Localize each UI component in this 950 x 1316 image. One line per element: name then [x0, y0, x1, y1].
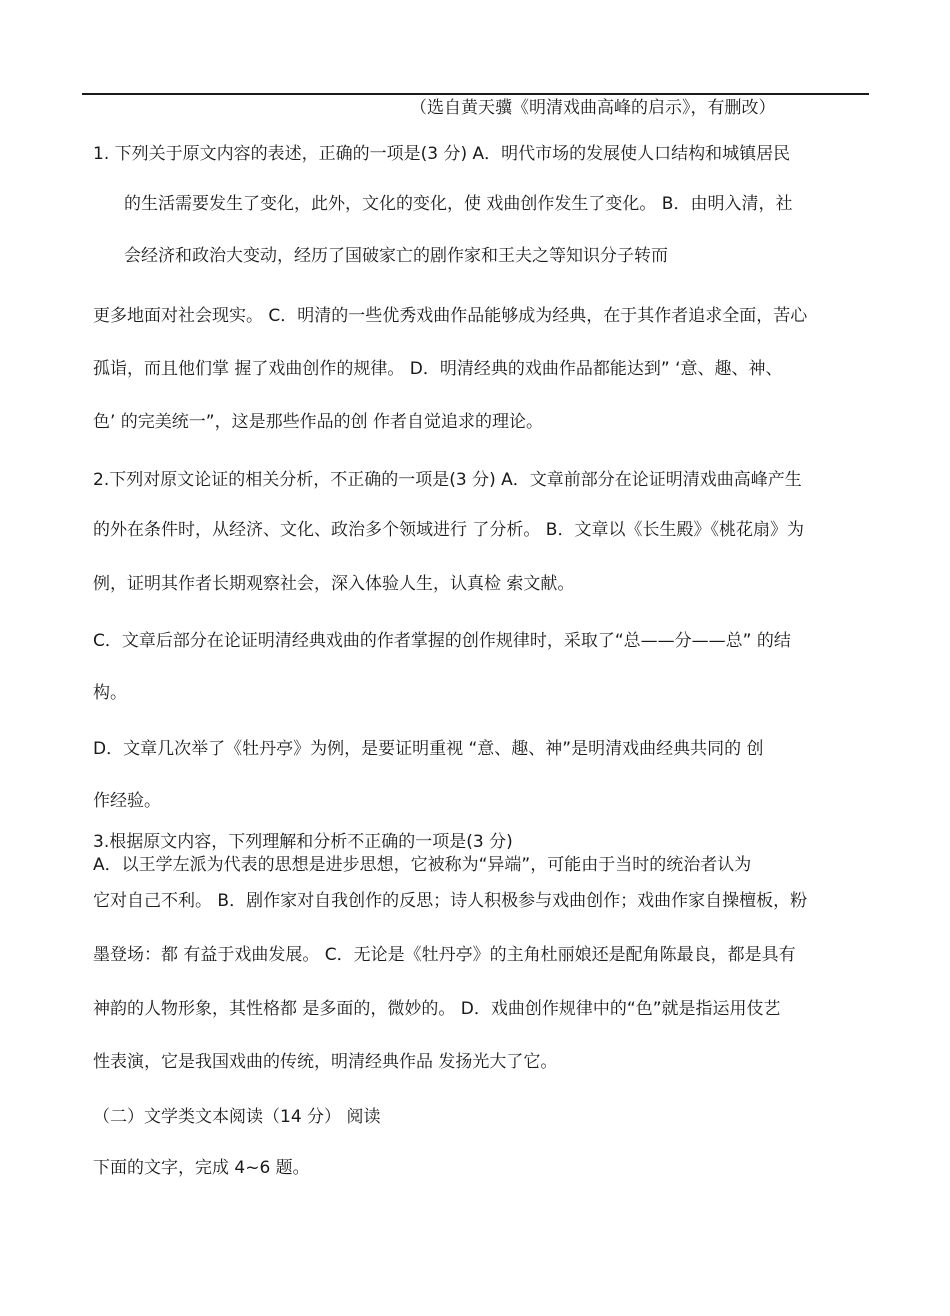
text-line-19: 性表演，它是我国戏曲的传统，明清经典作品 发扬光大了它。: [93, 1052, 558, 1072]
text-line-17: 墨登场：都 有益于戏曲发展。 C．无论是《牡丹亭》的主角杜丽娘还是配角陈最良，都是具有: [93, 945, 796, 965]
text-line-7: 2.下列对原文论证的相关分析，不正确的一项是(3 分) A．文章前部分在论证明清戏曲高峰产生: [93, 470, 802, 490]
text-line-10: C．文章后部分在论证明清经典戏曲的作者掌握的创作规律时，采取了“总——分——总” 的结: [93, 631, 791, 651]
text-line-5: 孤诣，而且他们掌 握了戏曲创作的规律。 D．明清经典的戏曲作品都能达到” ‘意、趣、神、: [93, 359, 783, 379]
text-line-3: 会经济和政治大变动，经历了国破家亡的剧作家和王夫之等知识分子转而: [124, 246, 668, 266]
text-line-11: 构。: [93, 683, 127, 703]
source-note: （选自黄天骥《明清戏曲高峰的启示》，有删改）: [410, 98, 776, 118]
text-line-14: 3.根据原文内容，下列理解和分析不正确的一项是(3 分): [93, 832, 513, 852]
text-line-13: 作经验。: [93, 791, 161, 811]
section-heading: （二）文学类文本阅读（14 分） 阅读: [93, 1107, 381, 1127]
top-rule: [82, 93, 869, 95]
text-line-8: 的外在条件时，从经济、文化、政治多个领域进行 了分析。 B．文章以《长生殿》《桃花扇》为: [93, 520, 804, 540]
text-line-21: 下面的文字，完成 4~6 题。: [93, 1158, 310, 1178]
text-line-12: D．文章几次举了《牡丹亭》为例，是要证明重视 “意、趣、神”是明清戏曲经典共同的 创: [93, 739, 764, 759]
text-line-9: 例，证明其作者长期观察社会，深入体验人生，认真检 索文献。: [93, 574, 575, 594]
text-line-18: 神韵的人物形象，其性格都 是多面的，微妙的。 D．戏曲创作规律中的“色”就是指运用伎艺: [93, 999, 781, 1019]
text-line-15: A．以王学左派为代表的思想是进步思想，它被称为“异端”，可能由于当时的统治者认为: [93, 855, 752, 875]
text-line-2: 的生活需要发生了变化，此外，文化的变化，使 戏曲创作发生了变化。 B．由明入清，社: [124, 194, 793, 214]
text-line-16: 它对自己不利。 B．剧作家对自我创作的反思；诗人积极参与戏曲创作；戏曲作家自操檀板，粉: [93, 891, 808, 911]
text-line-6: 色’ 的完美统一”，这是那些作品的创 作者自觉追求的理论。: [93, 412, 544, 432]
text-line-4: 更多地面对社会现实。 C．明清的一些优秀戏曲作品能够成为经典，在于其作者追求全面，苦心: [93, 306, 808, 326]
text-line-1: 1. 下列关于原文内容的表述，正确的一项是(3 分) A．明代市场的发展使人口结构和城镇居民: [93, 144, 791, 164]
